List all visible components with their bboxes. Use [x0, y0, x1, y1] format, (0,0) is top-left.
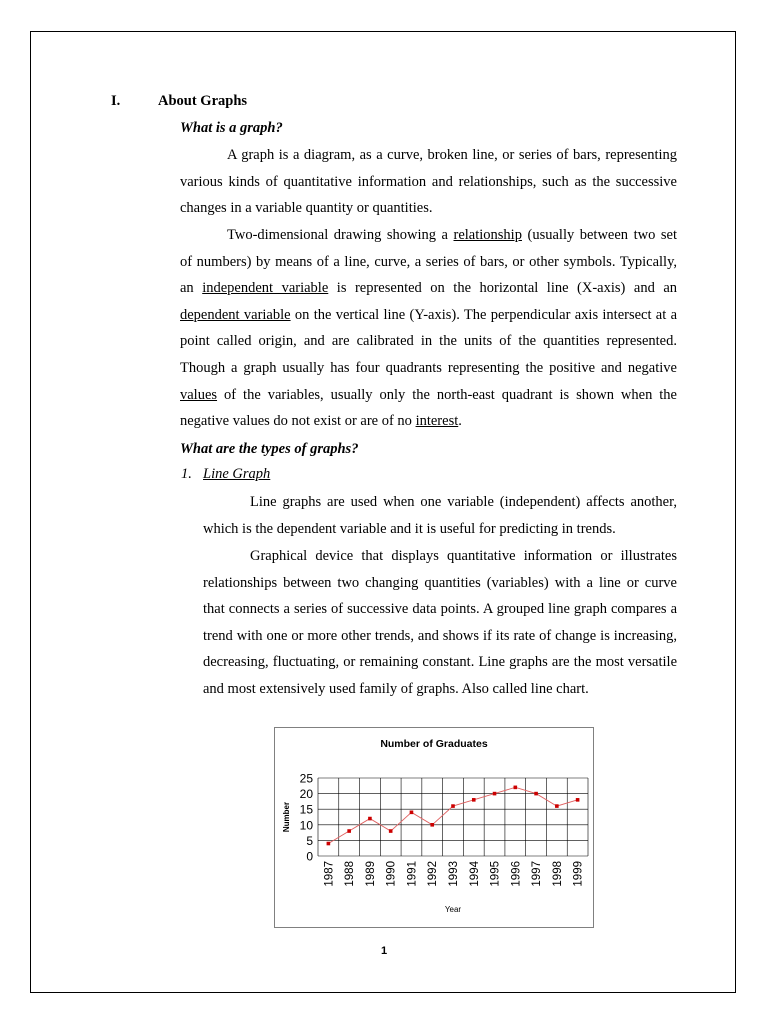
y-tick-label: 25 [299, 771, 313, 786]
data-point-1987 [327, 842, 331, 846]
data-point-1990 [389, 829, 393, 833]
relationship-link[interactable]: relationship [453, 227, 522, 243]
para2-text-4: on the vertical line (Y-axis). The perpendicular axis intersect at a point called origin, and are calibrated in the units of the quantities represented. Though a graph usually has four quadrants representing the positive and negative [180, 306, 678, 376]
data-point-1989 [368, 817, 372, 821]
data-point-1994 [472, 798, 476, 802]
para2-text-6: . [458, 413, 462, 430]
x-tick-label: 1993 [448, 861, 460, 887]
data-point-1998 [555, 804, 559, 808]
y-tick-label: 15 [299, 802, 313, 817]
data-point-1995 [493, 792, 497, 796]
x-axis-label: Year [444, 905, 462, 914]
paragraph-line-graph-description: Graphical device that displays quantitative information or illustrates relationships between two changing quantities (variables) with a line or curve that connects a series of successive data points. A grouped line graph compares a trend with one or more other trends, and shows if its rate of change is increasing, decreasing, fluctuating, or remaining constant. Line graphs are the most versatile and most extensively used family of graphs. Also called line chart. [203, 548, 677, 697]
independent-variable-link[interactable]: independent variable [202, 280, 329, 297]
y-tick-label: 0 [306, 849, 313, 864]
x-tick-label: 1987 [323, 861, 336, 887]
para2-text-1: Two-dimensional drawing showing a [227, 227, 454, 243]
section-title: About Graphs [158, 93, 248, 109]
x-tick-label: 1992 [427, 861, 440, 887]
page-number: 1 [380, 945, 388, 957]
line-chart-svg [275, 728, 593, 927]
question-heading-what-is-graph: What is a graph? [180, 120, 283, 136]
para2-text-2: (usually between two set of numbers) by means of a line, curve, a series of bars, or other symbols. Typically, an [180, 227, 677, 297]
list-item-line-graph [181, 466, 270, 483]
data-point-1992 [430, 823, 434, 827]
data-point-1993 [451, 804, 455, 808]
data-point-1988 [347, 829, 351, 833]
y-axis-label: Number [282, 801, 291, 833]
data-point-1999 [576, 798, 580, 802]
x-tick-label: 1998 [551, 861, 564, 887]
paragraph-line-graph-use: Line graphs are used when one variable (independent) affects another, which is the dependent variable and it is useful for predicting in trends. [203, 494, 677, 537]
x-tick-label: 1996 [510, 861, 523, 887]
x-tick-label: 1990 [385, 861, 398, 887]
paragraph-graph-definition: A graph is a diagram, as a curve, broken line, or series of bars, representing various kinds of quantitative information and relationships, such as the successive changes in a variable quantity or quantities. [180, 147, 677, 217]
x-tick-label: 1989 [364, 861, 377, 887]
section-number: I. [111, 93, 121, 109]
question-heading-types-of-graphs: What are the types of graphs? [180, 441, 359, 457]
y-tick-label: 20 [299, 787, 313, 802]
chart-title: Number of Graduates [380, 738, 488, 750]
x-tick-label: 1997 [531, 861, 544, 887]
para2-text-5: of the variables, usually only the north-east quadrant is shown when the negative values do not exist or are of no [180, 386, 677, 430]
x-tick-label: 1991 [406, 861, 419, 887]
x-tick-label: 1995 [489, 861, 502, 887]
y-tick-label: 10 [299, 818, 313, 833]
interest-link[interactable]: interest [415, 413, 459, 430]
y-tick-label: 5 [306, 833, 313, 848]
data-point-1997 [534, 792, 538, 796]
para2-text-3: is represented on the horizontal line (X-axis) and an [328, 280, 678, 297]
list-item-title: Line Graph [203, 466, 271, 482]
dependent-variable-link[interactable]: dependent variable [180, 306, 291, 323]
data-point-1996 [514, 786, 518, 790]
list-item-number: 1. [181, 466, 192, 482]
x-tick-label: 1994 [468, 861, 481, 887]
line-chart [274, 727, 594, 928]
series-line [328, 787, 577, 843]
data-point-1991 [410, 811, 414, 815]
paragraph-two-dimensional [180, 222, 677, 435]
values-link[interactable]: values [180, 386, 218, 403]
x-tick-label: 1988 [344, 861, 357, 887]
x-tick-label: 1999 [572, 861, 585, 887]
